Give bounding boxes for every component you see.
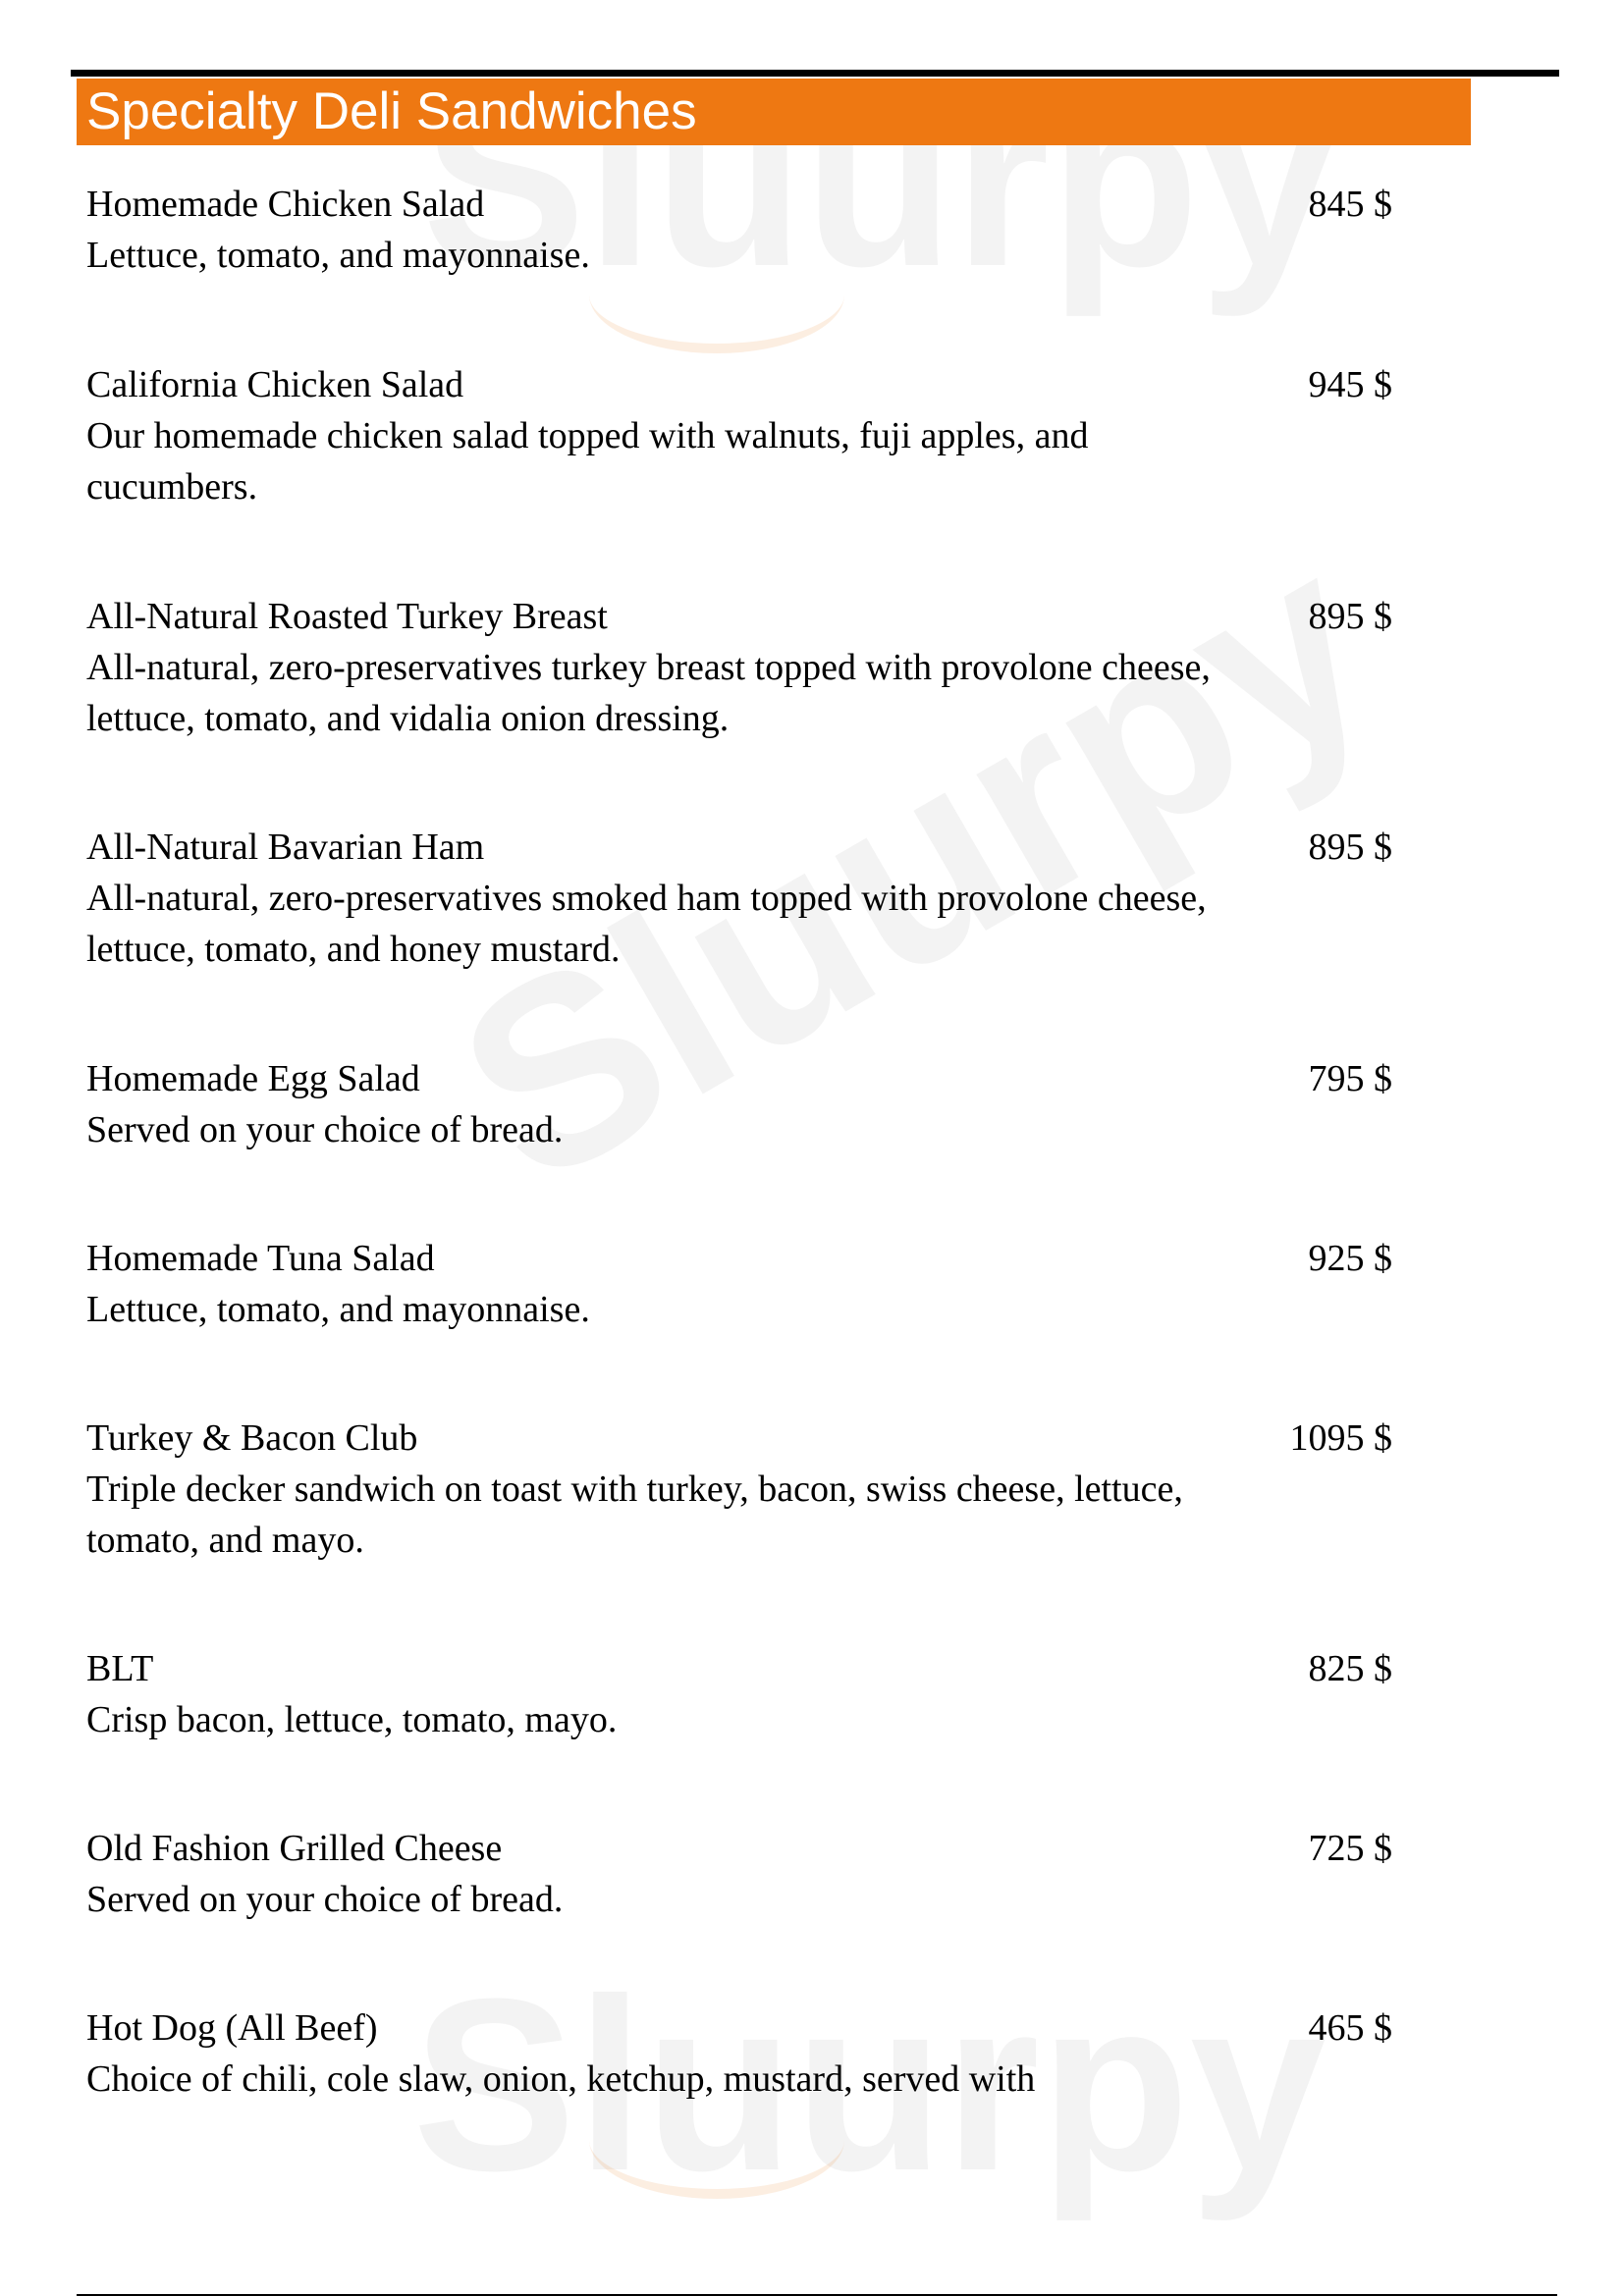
item-price: 465 $	[1308, 2007, 1392, 2049]
item-description: Our homemade chicken salad topped with walnuts, fuji apples, and cucumbers.	[86, 415, 1089, 507]
item-name: Turkey & Bacon Club	[86, 1417, 418, 1459]
item-name: BLT	[86, 1648, 154, 1689]
top-divider	[71, 70, 1559, 77]
item-name: Homemade Egg Salad	[86, 1058, 420, 1099]
item-description: All-natural, zero-preservatives smoked ham topped with provolone cheese, lettuce, tomato, and honey mustard.	[86, 878, 1207, 970]
item-name: Homemade Chicken Salad	[86, 184, 485, 225]
item-price: 925 $	[1308, 1238, 1392, 1279]
item-name: All-Natural Roasted Turkey Breast	[86, 596, 608, 637]
section-header	[77, 79, 1471, 145]
item-name: Homemade Tuna Salad	[86, 1238, 435, 1279]
item-name: Old Fashion Grilled Cheese	[86, 1828, 503, 1869]
section-title: Specialty Deli Sandwiches	[86, 82, 697, 140]
item-description: Lettuce, tomato, and mayonnaise.	[86, 235, 590, 276]
item-description: Lettuce, tomato, and mayonnaise.	[86, 1289, 590, 1330]
item-price: 845 $	[1308, 184, 1392, 225]
item-description: Choice of chili, cole slaw, onion, ketchup, mustard, served with	[86, 2058, 1036, 2100]
item-name: California Chicken Salad	[86, 364, 464, 405]
item-description: Served on your choice of bread.	[86, 1879, 564, 1920]
item-price: 895 $	[1308, 596, 1392, 637]
item-price: 945 $	[1308, 364, 1392, 405]
item-price: 725 $	[1308, 1828, 1392, 1869]
item-description: All-natural, zero-preservatives turkey breast topped with provolone cheese, lettuce, tomato, and vidalia onion dressing.	[86, 647, 1211, 739]
item-price: 1095 $	[1289, 1417, 1392, 1459]
item-description: Triple decker sandwich on toast with turkey, bacon, swiss cheese, lettuce, tomato, and mayo.	[86, 1468, 1183, 1561]
item-price: 795 $	[1308, 1058, 1392, 1099]
item-name: All-Natural Bavarian Ham	[86, 827, 485, 868]
item-price: 825 $	[1308, 1648, 1392, 1689]
item-price: 895 $	[1308, 827, 1392, 868]
item-description: Served on your choice of bread.	[86, 1109, 564, 1150]
item-description: Crisp bacon, lettuce, tomato, mayo.	[86, 1699, 618, 1740]
item-name: Hot Dog (All Beef)	[86, 2007, 378, 2049]
